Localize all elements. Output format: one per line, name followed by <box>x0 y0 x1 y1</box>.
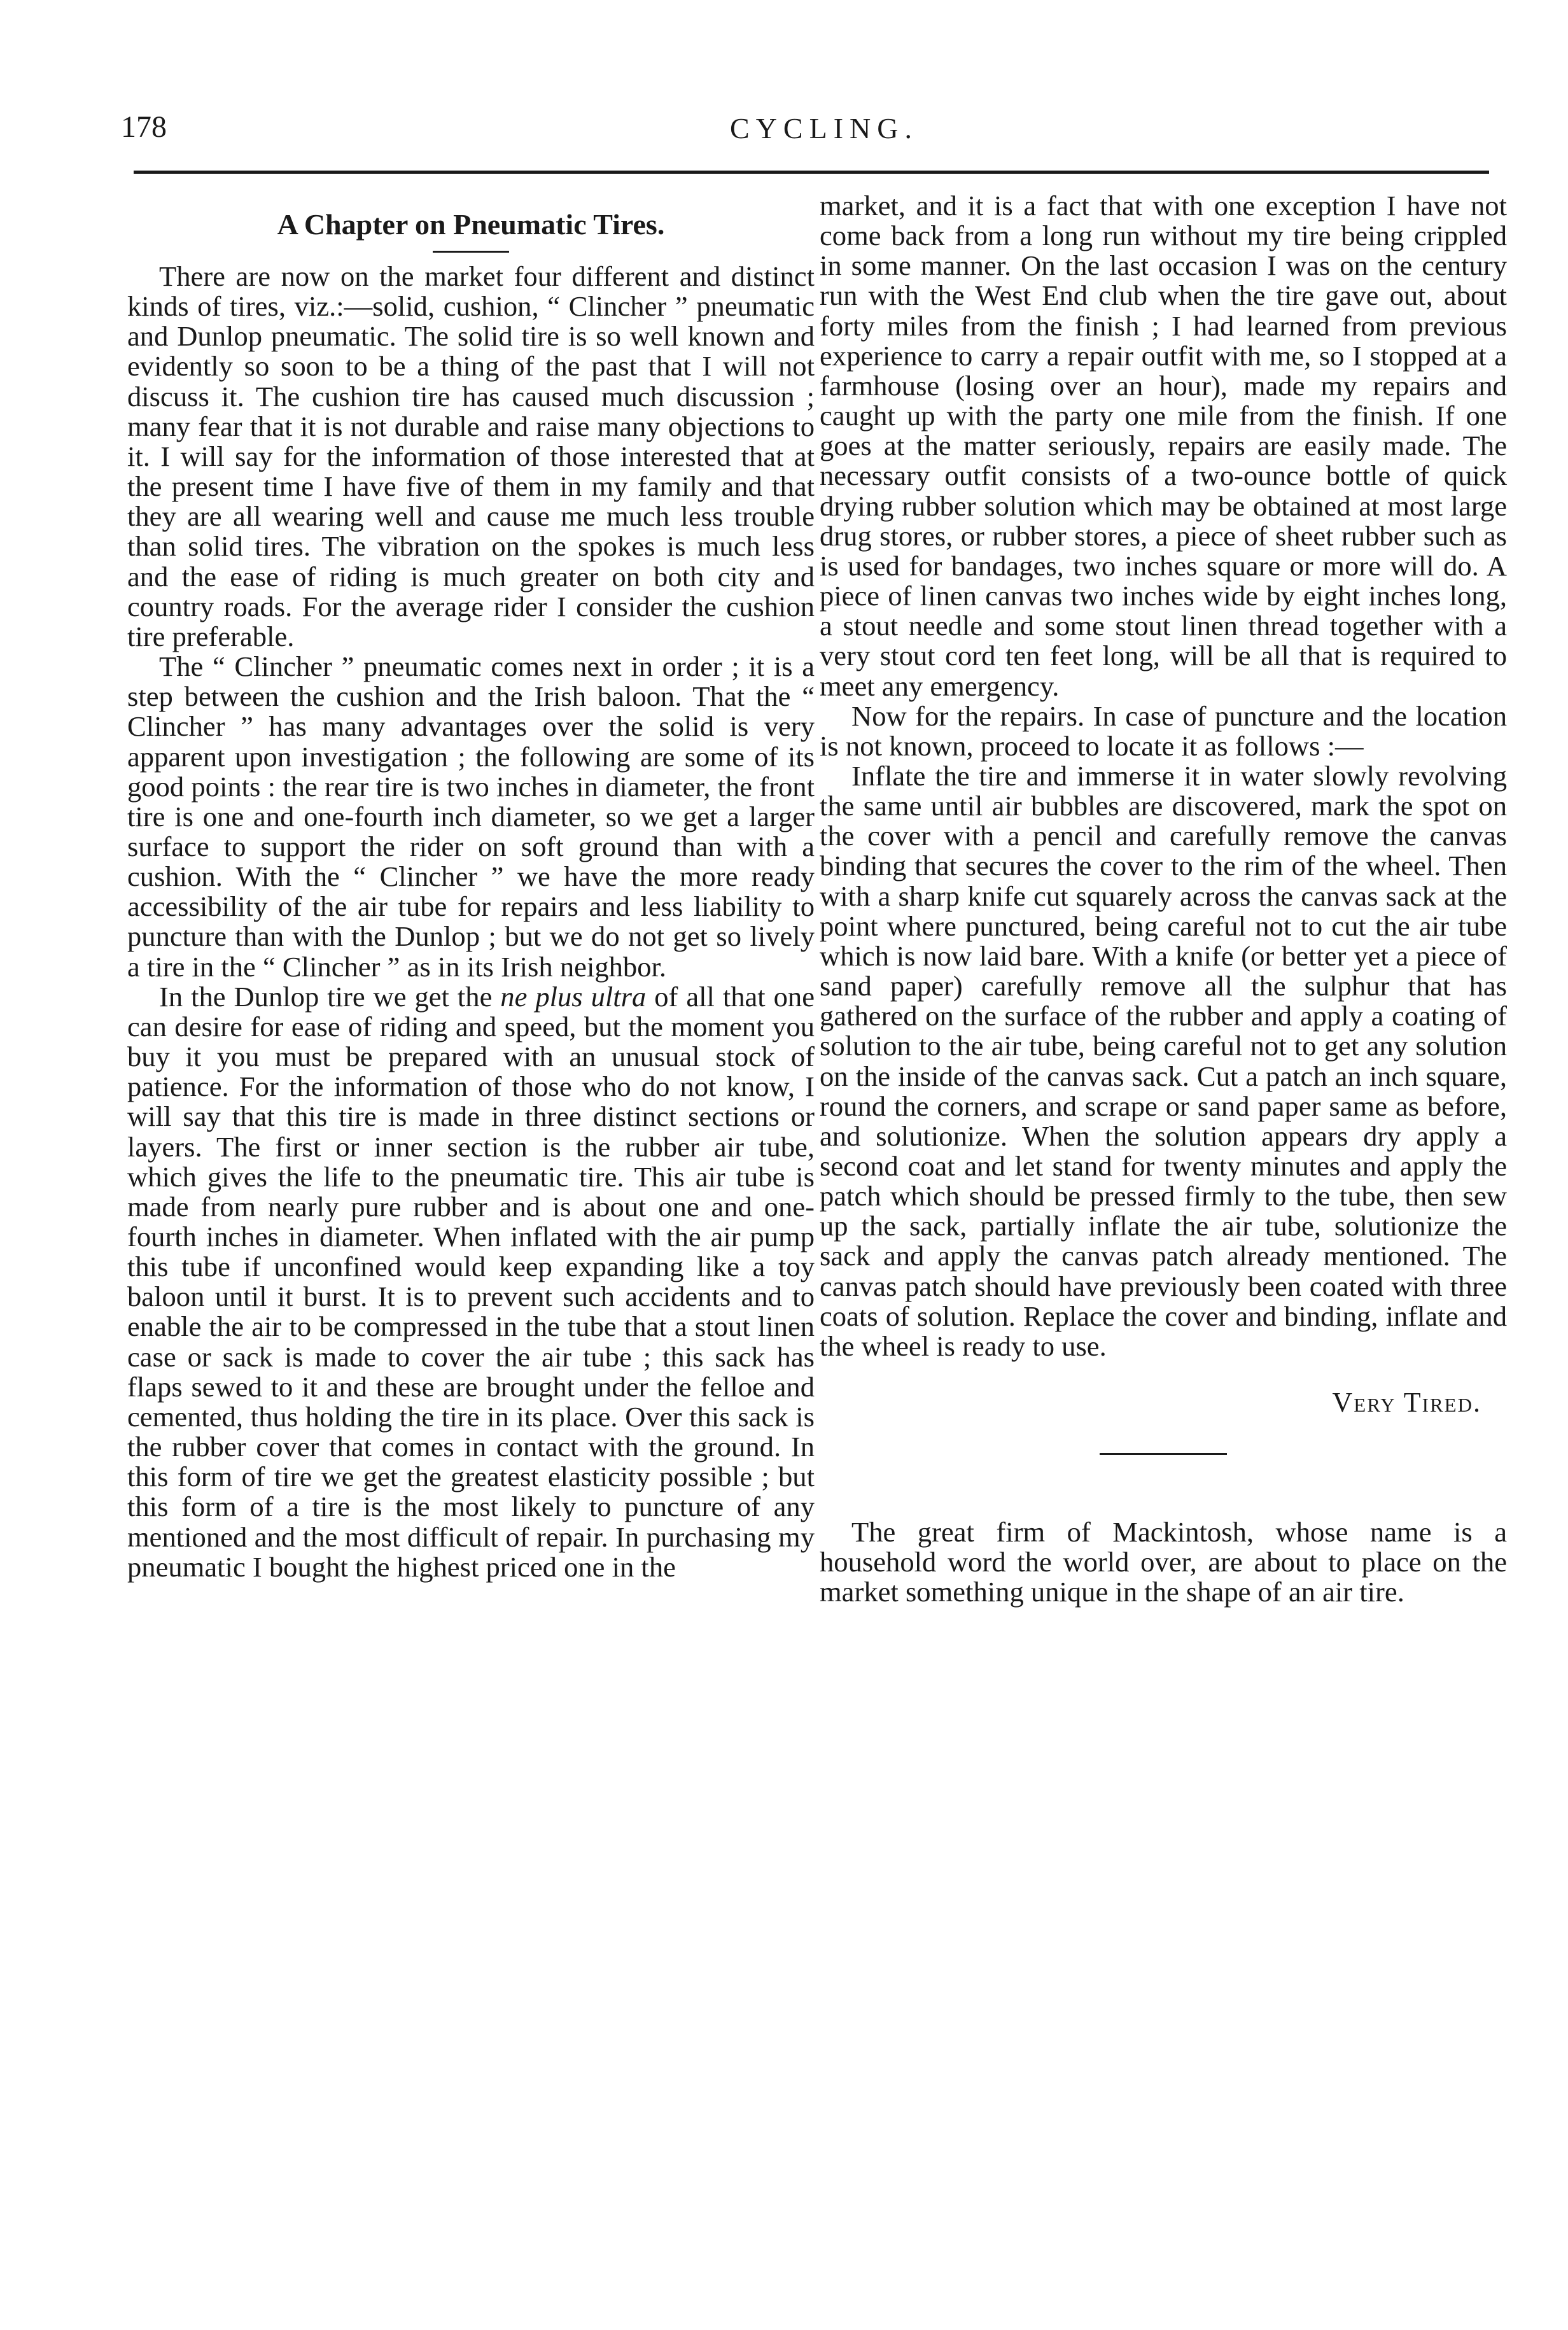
italic-phrase: ne plus ultra <box>500 980 647 1013</box>
article-title: A Chapter on Pneumatic Tires. <box>277 208 665 241</box>
right-column <box>820 191 1507 1608</box>
header-rule <box>134 171 1489 174</box>
left-column <box>127 191 815 1582</box>
article-paragraph <box>127 982 815 1582</box>
article-paragraph: Inflate the tire and immerse it in water slowly revolving the same until air bubbles are discovered, mark the spot on the cover with a pencil and carefully remove the canvas binding that secures the cover to the rim of the wheel. Then with a sharp knife cut squarely across the canvas sack at the point where punctured, being careful not to cut the air tube which is now laid bare. With a knife (or better yet a piece of sand paper) carefully remove all the sulphur that has gathered on the surface of the rubber and apply a coating of solution to the air tube, being careful not to get any solution on the inside of the canvas sack. Cut a patch an inch square, round the corners, and scrape or sand paper same as before, and solutionize. When the solution appears dry apply a second coat and let stand for twenty minutes and apply the patch which should be pressed firmly to the tube, then sew up the sack, partially inflate the air tube, solutionize the sack and apply the canvas patch already mentioned. The canvas patch should have previously been coated with three coats of solution. Replace the cover and binding, inflate and the wheel is ready to use. <box>820 759 1507 1362</box>
paragraph-text: of all that one can desire for ease of riding and speed, but the moment you buy it you must be prepared with an unusual stock of patience. For the information of those who do not know, I will say that this tire is made in three distinct sections or layers. The first or inner section is the rubber air tube, which gives the life to the pneumatic tire. This air tube is made from nearly pure rubber and is about one and one-fourth inches in diameter. When inflated with the air pump this tube if unconfined would keep expanding like a toy baloon until it burst. It is to prevent such accidents and to enable the air to be compressed in the tube that a stout linen case or sack is made to cover the air tube ; this sack has flaps sewed to it and these are brought under the felloe and cemented, thus holding the tire in its place. Over this sack is the rubber cover that comes in contact with the ground. In this form of tire we get the greatest elasticity possible ; but this form of a tire is the most likely to puncture of any mentioned and the most difficult of repair. In purchasing my pneumatic I bought the highest priced one in the <box>127 980 815 1583</box>
paragraph-text: In the Dunlop tire we get the <box>159 980 501 1013</box>
news-note: The great firm of Mackintosh, whose name is a household word the world over, are about to place on the market something unique in the shape of an air tire. <box>820 1516 1507 1608</box>
page-header <box>121 108 1508 165</box>
article-paragraph: market, and it is a fact that with one exception I have not come back from a long run without my tire being crippled in some manner. On the last occasion I was on the century run with the West End club when the tire gave out, about forty miles from the finish ; I had learned from previous experience to carry a repair outfit with me, so I stopped at a farmhouse (losing over an hour), made my repairs and caught up with the party one mile from the finish. If one goes at the matter seriously, repairs are easily made. The necessary outfit consists of a two-ounce bottle of quick drying rubber solution which may be obtained at most large drug stores, or rubber stores, a piece of sheet rubber such as is used for bandages, two inches square or more will do. A piece of linen canvas two inches wide by eight inches long, a stout needle and some stout linen thread together with a very stout cord ten feet long, will be all that is required to meet any emergency. <box>820 190 1507 702</box>
page-number: 178 <box>121 110 167 144</box>
article-paragraph: There are now on the market four different and distinct kinds of tires, viz.:—solid, cushion, “ Clincher ” pneumatic and Dunlop pneumatic. The solid tire is so well known and evidently so soon to be a thing of the past that I will not discuss it. The cushion tire has caused much discussion ; many fear that it is not durable and raise many objections to it. I will say for the information of those interested that at the present time I have five of them in my family and that they are all wearing well and cause me much less trouble than solid tires. The vibration on the spokes is much less and the ease of riding is much greater on both city and country roads. For the average rider I consider the cushion tire preferable. <box>127 260 815 652</box>
running-title: CYCLING. <box>730 112 918 144</box>
article-paragraph: The “ Clincher ” pneumatic comes next in order ; it is a step between the cushion and the Irish baloon. That the “ Clincher ” has many advantages over the solid is very apparent upon investigation ; the following are some of its good points : the rear tire is two inches in diameter, the front tire is one and one-fourth inch diameter, so we get a larger surface to support the rider on soft ground than with a cushion. With the “ Clincher ” we have the more ready accessibility of the air tube for repairs and less liability to puncture than with the Dunlop ; but we do not get so lively a tire in the “ Clincher ” as in its Irish neighbor. <box>127 650 815 983</box>
article-signature: Very Tired. <box>1332 1387 1481 1419</box>
title-rule <box>433 251 509 253</box>
article-paragraph: Now for the repairs. In case of puncture and the location is not known, proceed to locate it as follows :— <box>820 699 1507 762</box>
section-divider <box>1100 1453 1227 1455</box>
